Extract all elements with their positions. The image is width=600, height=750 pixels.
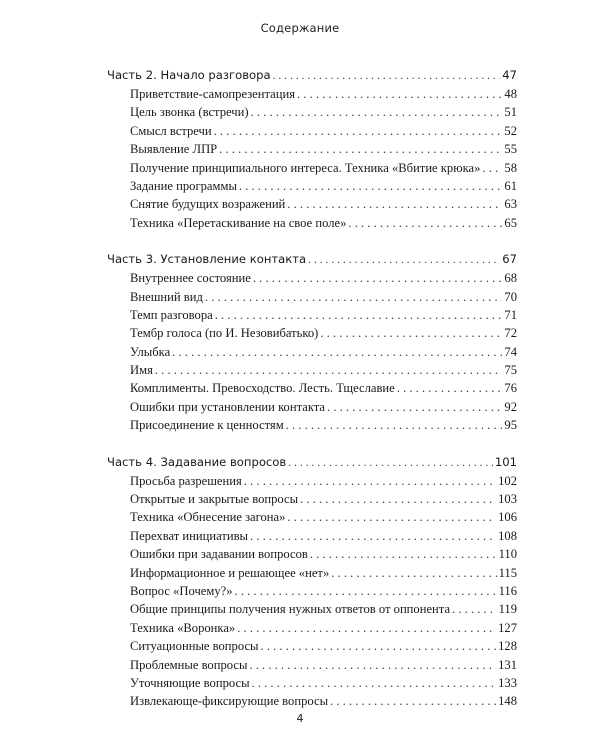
toc-leader-dots [251,103,503,121]
toc-entry-page: 116 [498,583,517,598]
toc-entry-page: 75 [504,363,517,378]
toc-entry-title: Комплименты. Превосходство. Лесть. Тщеславие [130,381,395,396]
toc-entry-title: Ошибки при задавании вопросов [130,547,308,562]
toc-entry-title: Ошибки при установлении контакта [130,399,326,414]
toc-entry[interactable] [107,416,517,434]
toc-leader-dots [253,269,503,287]
toc-entry-title: Ситуационные вопросы [130,639,259,654]
toc-entry-page: 127 [498,620,517,635]
toc-leader-dots [261,637,497,655]
toc-entry-title: Техника «Воронка» [130,620,236,635]
toc-leader-dots [300,490,496,508]
toc-entry-title: Техника «Обнесение загона» [130,510,286,525]
toc-leader-dots [320,324,502,342]
toc-part-heading[interactable] [107,250,517,268]
toc-entry-page: 52 [504,123,517,138]
toc-part-page: 47 [502,68,517,82]
toc-entry[interactable] [107,379,517,397]
toc-entry-title: Просьба разрешения [130,473,242,488]
toc-leader-dots [252,674,497,692]
toc-entry[interactable] [107,177,517,195]
toc-entry[interactable] [107,582,517,600]
toc-entry-page: 110 [498,547,517,562]
toc-leader-dots [297,85,502,103]
running-head: Содержание [260,21,340,35]
toc-entry-page: 72 [504,326,517,341]
toc-entry[interactable] [107,214,517,232]
toc-entry-title: Извлекающе-фиксирующие вопросы [130,694,329,709]
toc-entry[interactable] [107,269,517,287]
toc-entry-page: 148 [498,694,517,709]
toc-leader-dots [452,600,497,618]
toc-entry-title: Выявление ЛПР [130,142,218,157]
toc-entry[interactable] [107,490,517,508]
toc-leader-dots [482,159,502,177]
toc-entry[interactable] [107,600,517,618]
toc-entry-page: 106 [498,510,517,525]
toc-leader-dots [331,564,496,582]
toc-leader-dots [348,214,502,232]
toc-leader-dots [244,472,496,490]
toc-entry-page: 65 [504,215,517,230]
toc-entry[interactable] [107,361,517,379]
toc-leader-dots [215,306,503,324]
toc-entry-title: Общие принципы получения нужных ответов от оппонента [130,602,451,617]
toc-entry-page: 61 [504,178,517,193]
toc-entry[interactable] [107,324,517,342]
toc-leader-dots [273,67,501,85]
toc-leader-dots [239,177,503,195]
toc-entry-page: 51 [504,105,517,120]
toc-entry[interactable] [107,527,517,545]
toc-leader-dots [214,122,503,140]
toc-part-title: Часть 2. Начало разговора [107,68,271,82]
toc-entry-page: 76 [504,381,517,396]
toc-entry-title: Перехват инициативы [130,528,249,543]
toc-leader-dots [205,288,503,306]
toc-entry-title: Тембр голоса (по И. Незовибатько) [130,326,319,341]
toc-entry-page: 63 [504,197,517,212]
toc-entry-title: Темп разговора [130,307,213,322]
toc-entry-page: 119 [498,602,517,617]
toc-leader-dots [237,619,496,637]
toc-entry-page: 58 [504,160,517,175]
toc-entry-page: 103 [498,492,517,507]
toc-entry[interactable] [107,343,517,361]
toc-entry-page: 71 [504,307,517,322]
toc-leader-dots [249,656,496,674]
toc-entry[interactable] [107,564,517,582]
toc-entry[interactable] [107,85,517,103]
toc-entry-page: 115 [498,565,517,580]
toc-leader-dots [287,508,496,526]
toc-entry-page: 133 [498,675,517,690]
toc-entry-page: 48 [504,87,517,101]
toc-entry-title: Улыбка [130,344,171,359]
toc-entry-page: 95 [504,418,517,433]
toc-leader-dots [288,454,493,472]
toc-leader-dots [250,527,496,545]
toc-entry-page: 70 [504,289,517,304]
toc-entry-title: Открытые и закрытые вопросы [130,492,299,507]
toc-entry-title: Снятие будущих возражений [130,197,286,212]
toc-entry-title: Имя [130,363,153,378]
toc-entry[interactable] [107,472,517,490]
toc-entry-title: Проблемные вопросы [130,657,248,672]
toc-entry[interactable] [107,656,517,674]
toc-entry[interactable] [107,195,517,213]
toc-part-heading[interactable] [107,453,517,471]
toc-entry-page: 55 [504,142,517,157]
toc-entry[interactable] [107,140,517,158]
toc-entry-title: Приветствие-самопрезентация [130,87,296,101]
toc-entry[interactable] [107,619,517,637]
toc-leader-dots [330,692,496,710]
toc-leader-dots [172,343,502,361]
toc-entry-title: Смысл встречи [130,123,212,138]
toc-leader-dots [308,251,500,269]
toc-entry[interactable] [107,692,517,710]
toc-part [107,250,517,435]
toc-entry-title: Задание программы [130,178,237,193]
toc-entry-title: Уточняющие вопросы [130,675,250,690]
toc-entry-page: 131 [498,657,517,672]
toc-entry[interactable] [107,398,517,416]
toc-entry-page: 102 [498,473,517,488]
toc-part-heading[interactable] [107,66,517,84]
toc-entry-page: 68 [504,271,517,286]
toc-entry[interactable] [107,288,517,306]
toc-leader-dots [235,582,497,600]
toc-leader-dots [310,545,497,563]
toc-entry[interactable] [107,122,517,140]
toc-part-page: 101 [494,454,517,469]
toc-leader-dots [287,195,502,213]
toc-entry-title: Цель звонка (встречи) [130,105,249,120]
toc-entry-title: Получение принципиального интереса. Техника «Вбитие крюка» [130,160,481,175]
toc-entry-title: Внутреннее состояние [130,271,251,286]
toc-entry-title: Техника «Перетаскивание на свое поле» [130,215,347,230]
toc-leader-dots [397,379,503,397]
toc-leader-dots [327,398,502,416]
toc-part-title: Часть 4. Задавание вопросов [107,454,287,469]
toc-leader-dots [155,361,503,379]
toc-part [107,66,517,232]
toc-entry[interactable] [107,306,517,324]
toc-entry[interactable] [107,637,517,655]
page-number: 4 [296,712,304,725]
toc-entry-title: Вопрос «Почему?» [130,583,233,598]
toc-part-page: 67 [502,252,517,267]
table-of-contents [107,66,517,729]
toc-entry[interactable] [107,545,517,563]
toc-entry[interactable] [107,159,517,177]
toc-part-title: Часть 3. Установление контакта [107,252,307,267]
toc-entry-title: Присоединение к ценностям [130,418,284,433]
toc-entry[interactable] [107,674,517,692]
toc-leader-dots [286,416,503,434]
toc-entry-page: 128 [498,639,517,654]
toc-entry[interactable] [107,103,517,121]
toc-part [107,453,517,711]
toc-entry-title: Внешний вид [130,289,203,304]
toc-entry[interactable] [107,508,517,526]
toc-leader-dots [219,140,502,158]
toc-entry-page: 74 [504,344,517,359]
toc-entry-title: Информационное и решающее «нет» [130,565,330,580]
toc-entry-page: 108 [498,528,517,543]
toc-entry-page: 92 [504,399,517,414]
